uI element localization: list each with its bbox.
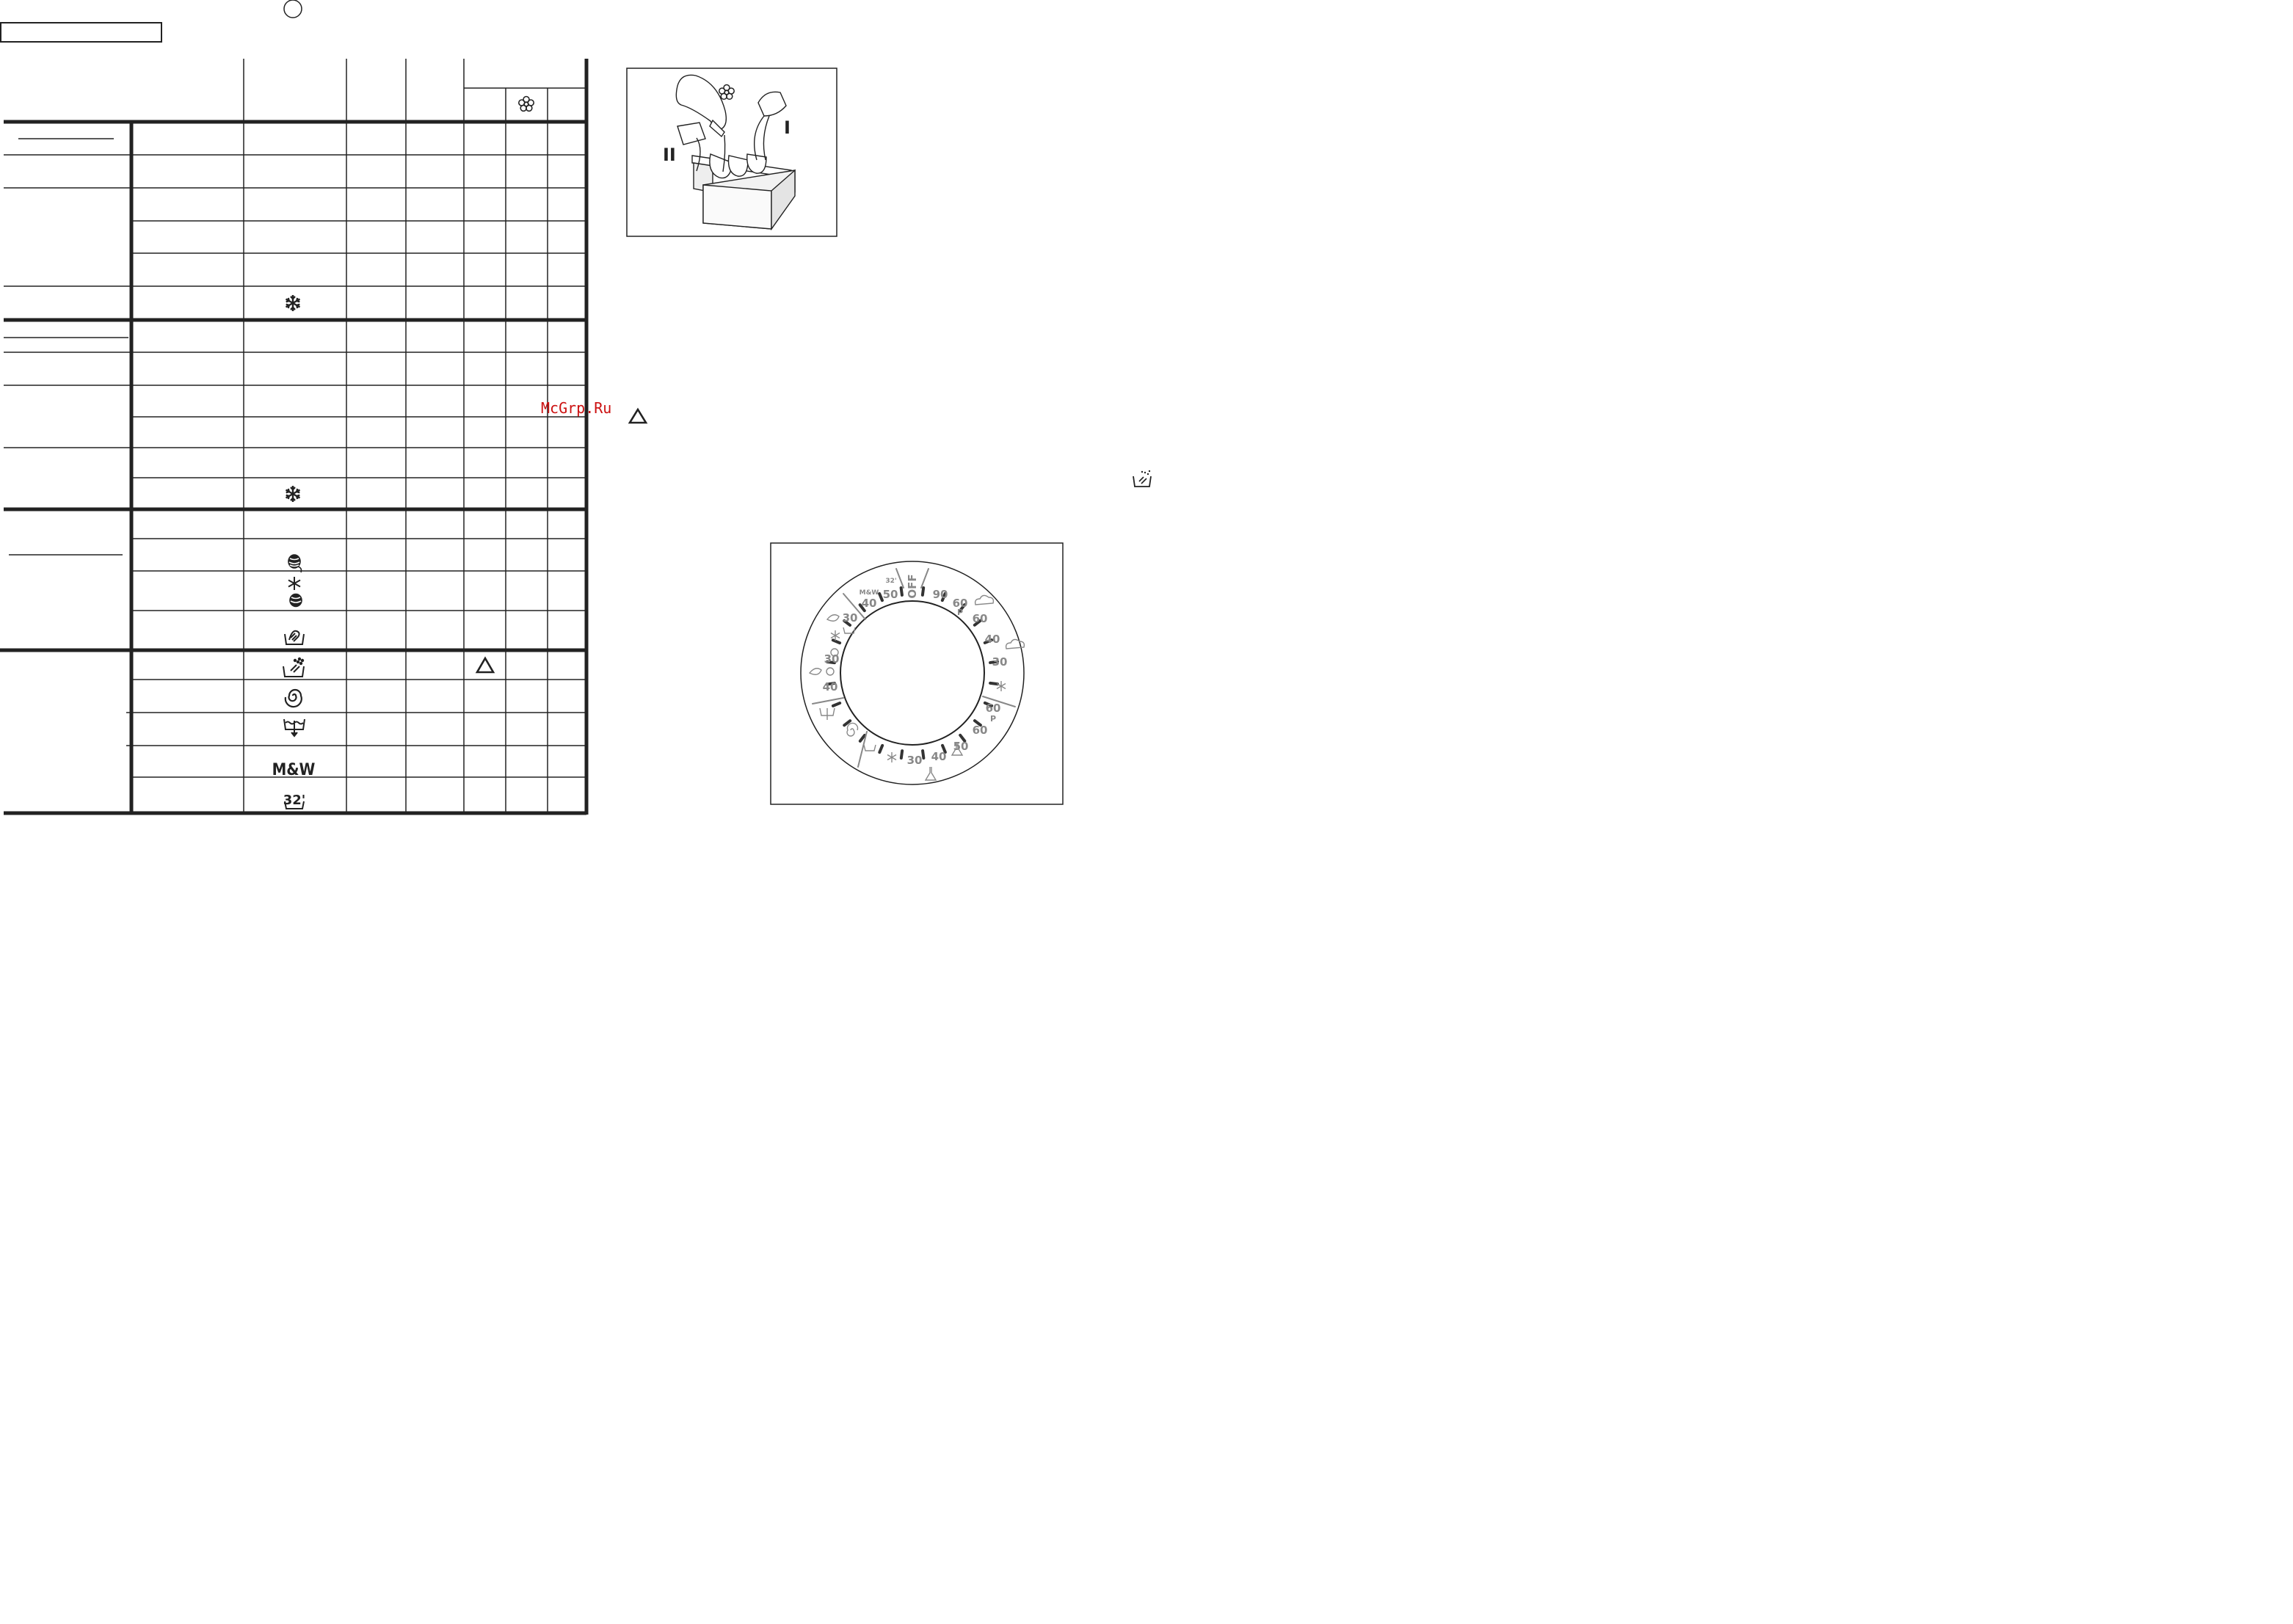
dial-label: 60 — [985, 702, 1001, 715]
dial-label: 50 — [882, 588, 898, 601]
dial-label: 30 — [906, 754, 923, 767]
dial-label: 60 — [972, 612, 988, 625]
compartment-2-label: II — [663, 145, 676, 165]
drain-icon — [284, 719, 305, 736]
watermark-text: McGrp.Ru — [541, 399, 612, 417]
dial-label: 40 — [931, 750, 947, 763]
snowflake-icon — [286, 486, 300, 502]
language-marker-circle — [284, 0, 302, 18]
programme-dial — [770, 542, 1065, 806]
dial-label: 50 — [953, 740, 969, 753]
rinse-icon — [1132, 470, 1152, 489]
dial-label: OFF — [906, 574, 919, 599]
flower-icon — [519, 97, 534, 112]
dial-tick — [901, 751, 902, 758]
dial-label: 30 — [824, 652, 840, 666]
warning-triangle-icon — [628, 407, 648, 425]
dial-label: 40 — [822, 680, 838, 693]
dial-label: 60 — [972, 724, 988, 737]
dial-label: 60 — [952, 597, 968, 610]
dial-label: 32' — [885, 578, 897, 585]
compartment-1-label: I — [784, 117, 791, 138]
dial-label: 30 — [992, 655, 1008, 669]
dial-tick — [990, 683, 997, 684]
dial-label: 40 — [984, 633, 1000, 646]
snowflake-icon — [288, 577, 300, 590]
dial-label: 30 — [842, 611, 858, 625]
quick32-icon — [283, 793, 306, 809]
dial-label: P — [989, 714, 997, 724]
programme-table — [0, 57, 595, 820]
detergent-drawer-illustration — [626, 68, 839, 238]
dial-tick — [901, 588, 902, 595]
dial-label: P — [956, 608, 964, 617]
quick32-label: 32' — [283, 793, 306, 808]
wool-icon — [290, 594, 302, 607]
warning-triangle-icon — [477, 658, 493, 672]
mw-label: M&W — [272, 761, 316, 779]
dial-label: 40 — [861, 597, 877, 610]
wool-icon — [288, 555, 302, 572]
snowflake-icon — [286, 295, 300, 311]
section-title-box — [1, 23, 161, 42]
handwash-icon — [285, 631, 304, 644]
spin-icon — [286, 690, 302, 707]
rinse-icon — [283, 658, 304, 677]
dial-label: M&W — [859, 589, 879, 597]
dial-label: 90 — [932, 588, 948, 601]
